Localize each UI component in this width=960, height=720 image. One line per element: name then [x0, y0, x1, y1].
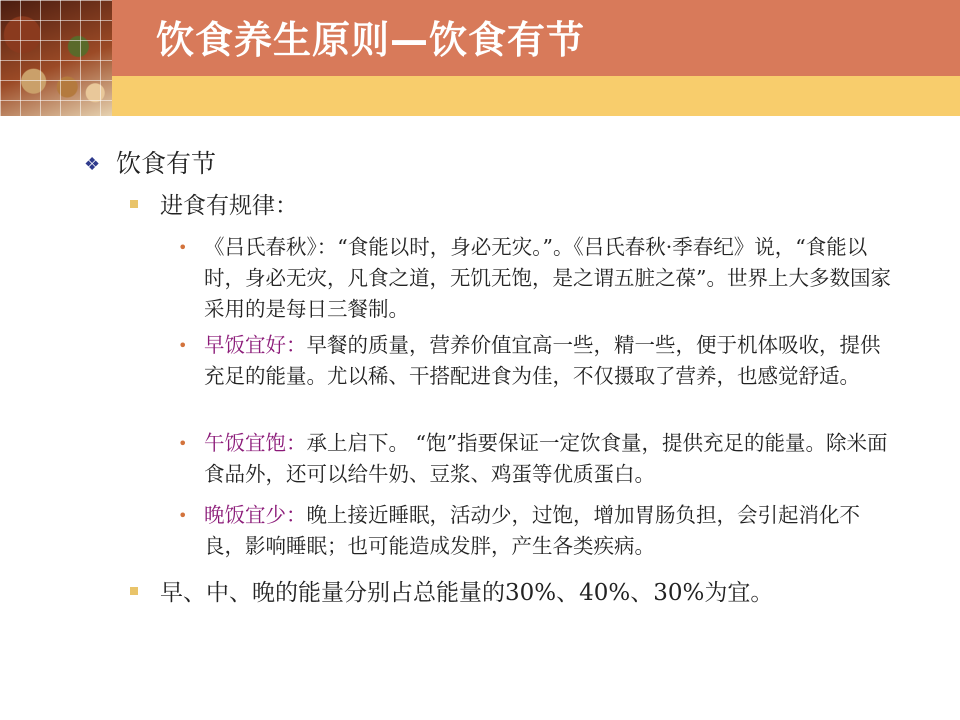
point-lvshi-chunqiu [178, 232, 898, 325]
point-highlight: 午饭宜饱： [204, 431, 307, 455]
dot-bullet-icon: • [178, 336, 188, 355]
point-text: 早餐的质量，营养价值宜高一些，精一些，便于机体吸收，提供充足的能量。尤以稀、干搭配进食为佳，不仅摄取了营养，也感觉舒适。 [204, 333, 881, 388]
sub-bullet-regular-meals [130, 187, 298, 220]
point-text: 承上启下。 “饱”指要保证一定饮食量，提供充足的能量。除米面食品外，还可以给牛奶、豆浆、鸡蛋等优质蛋白。 [204, 431, 888, 486]
diamond-bullet-icon: ❖ [84, 154, 101, 175]
point-highlight: 晚饭宜少： [204, 503, 307, 527]
bullet-level1 [84, 144, 216, 180]
food-photo [0, 0, 112, 116]
square-bullet-icon [130, 200, 138, 208]
point-dinner [178, 500, 898, 562]
dot-bullet-icon: • [178, 434, 188, 453]
accent-band [0, 76, 960, 116]
bullet-level1-text: 饮食有节 [116, 149, 217, 178]
slide-title: 饮食养生原则—饮食有节 [156, 18, 586, 62]
sub-bullet-energy-ratio [130, 574, 773, 607]
sub-bullet-text: 早、中、晚的能量分别占总能量的30%、40%、30%为宜。 [160, 580, 774, 606]
square-bullet-icon [130, 587, 138, 595]
point-text: 《吕氏春秋》：“食能以时，身必无灾。”。《吕氏春秋·季春纪》说，“食能以时，身必无灾，凡食之道，无饥无饱，是之谓五脏之葆”。世界上大多数国家采用的是每日三餐制。 [204, 235, 891, 321]
dot-bullet-icon: • [178, 238, 188, 257]
dot-bullet-icon: • [178, 506, 188, 525]
point-breakfast [178, 330, 898, 392]
point-lunch [178, 428, 898, 490]
point-text: 晚上接近睡眠，活动少，过饱，增加胃肠负担，会引起消化不良，影响睡眠；也可能造成发胖，产生各类疾病。 [204, 503, 860, 558]
photo-grid-overlay [0, 0, 112, 116]
point-highlight: 早饭宜好： [204, 333, 307, 357]
sub-bullet-text: 进食有规律： [160, 193, 298, 219]
